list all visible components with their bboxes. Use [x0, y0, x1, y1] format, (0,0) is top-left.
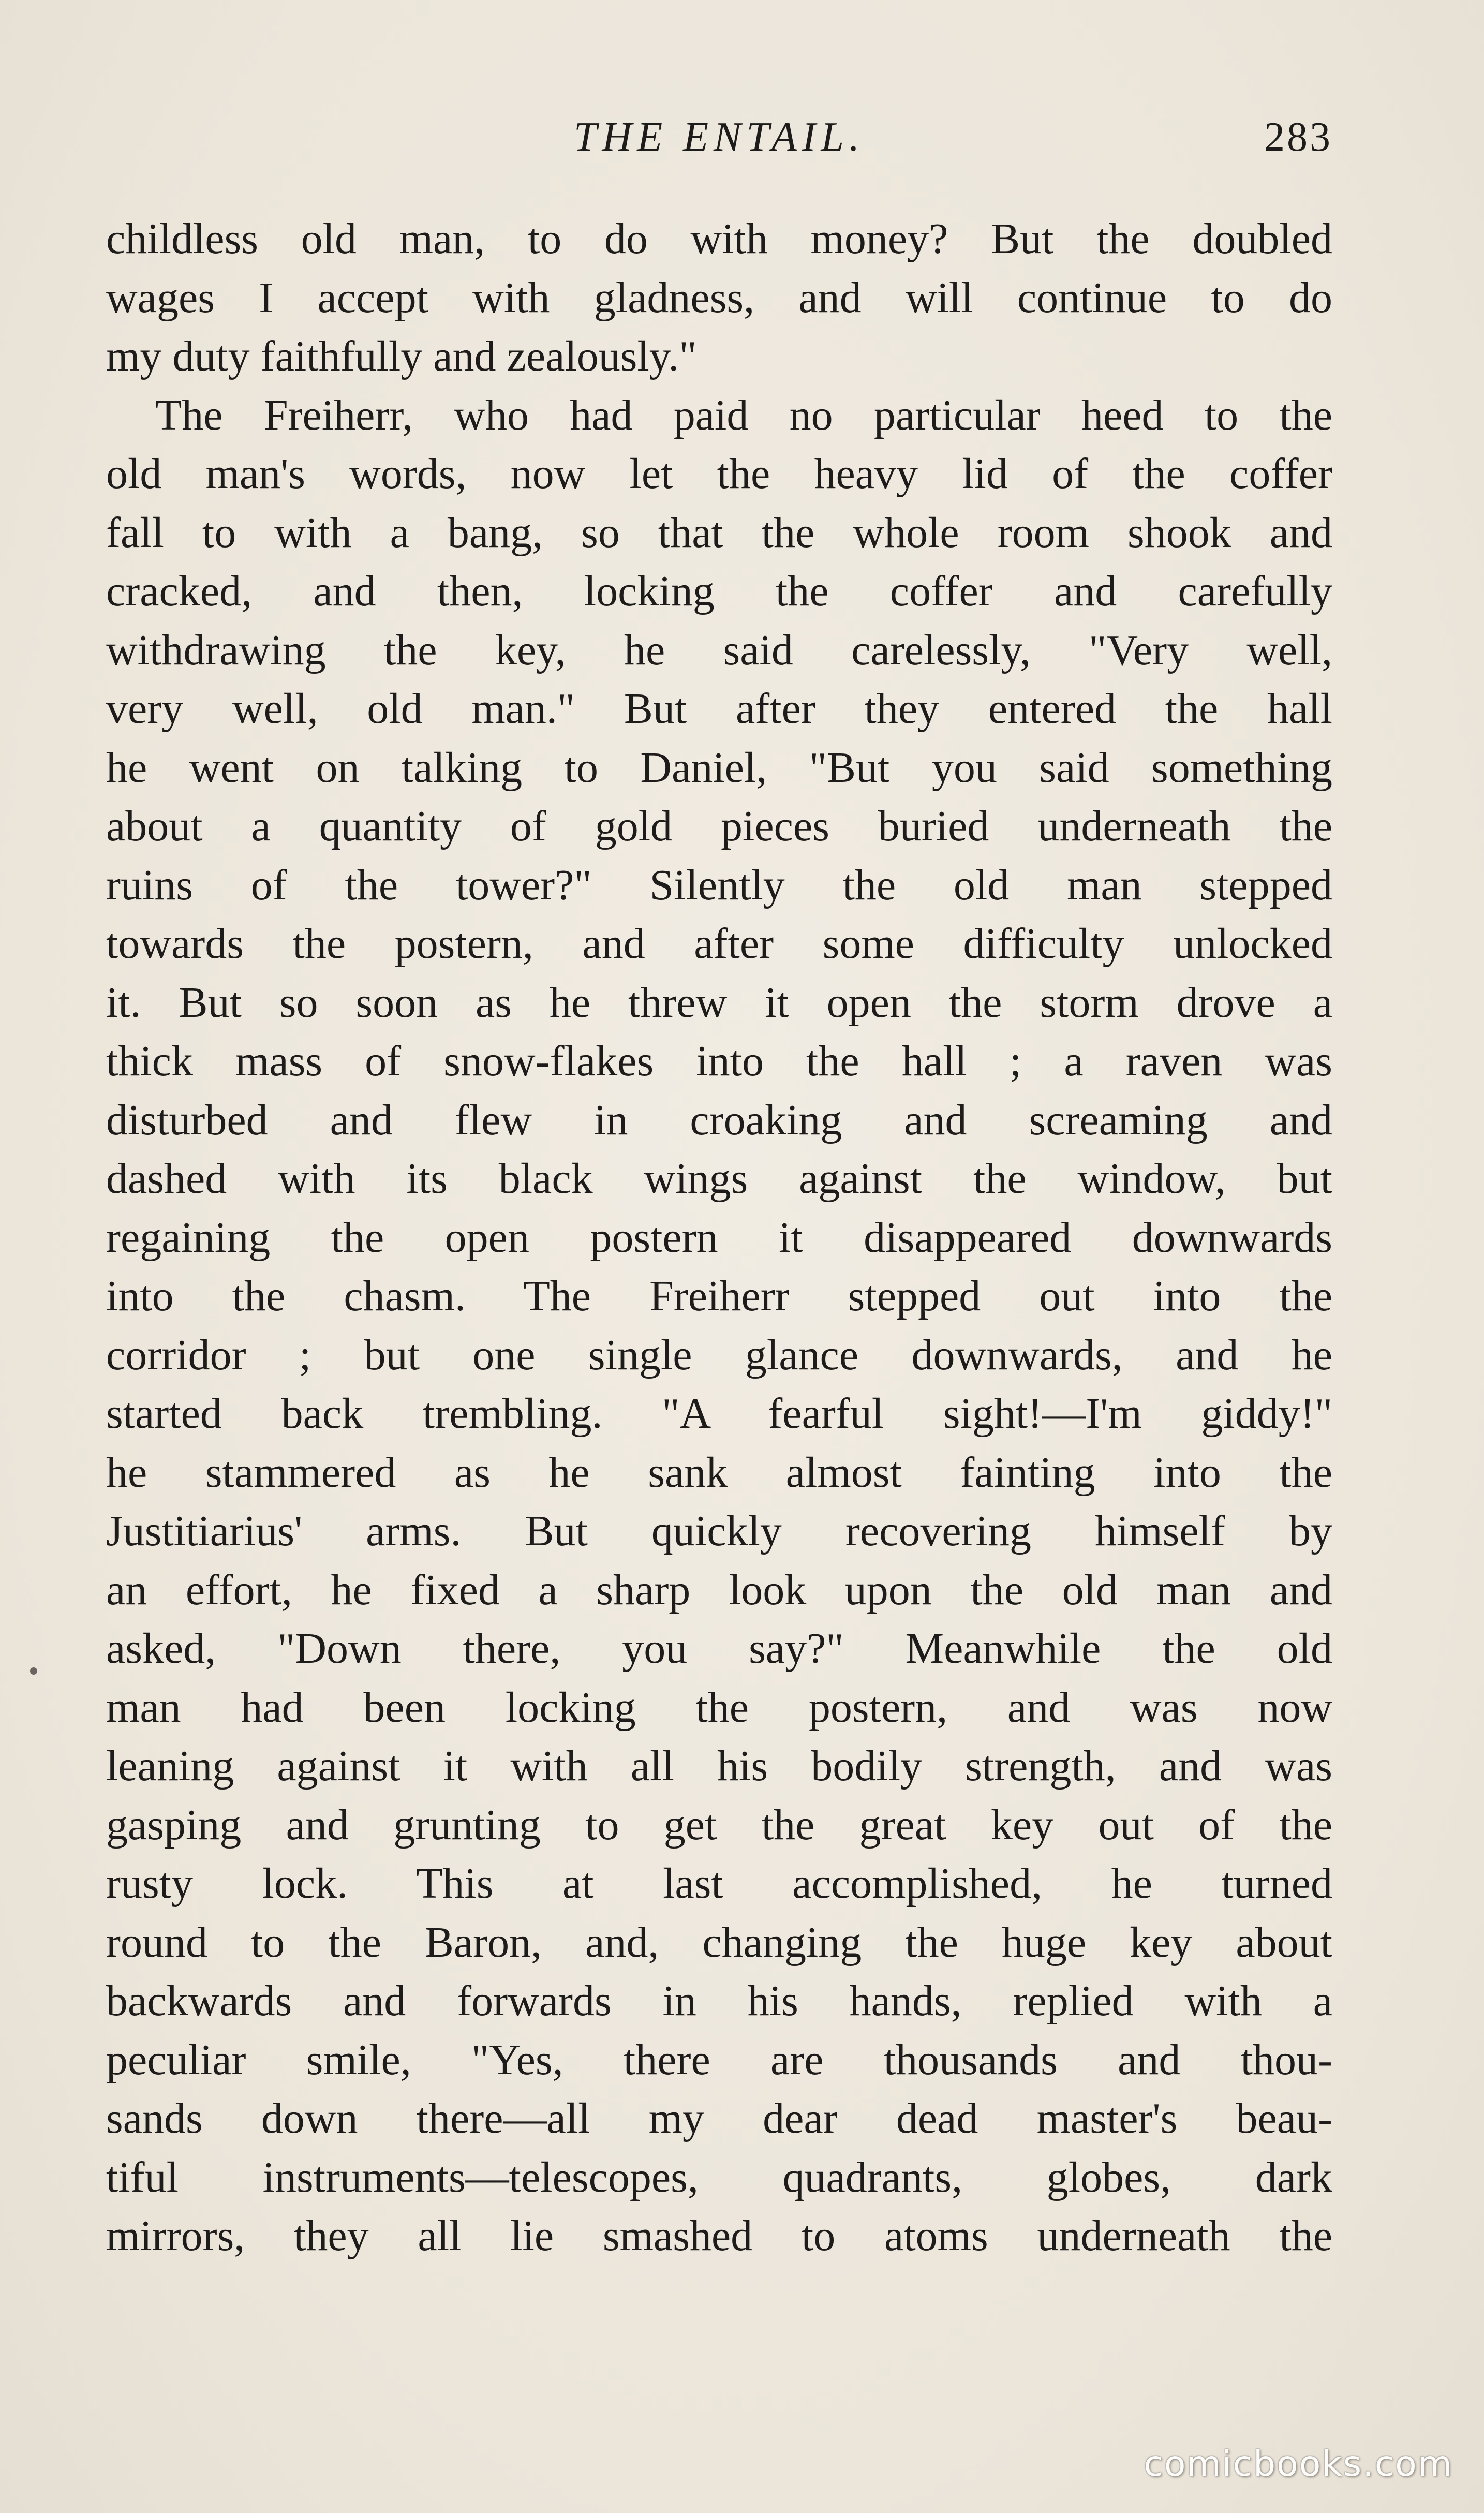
text-line: mirrors, they all lie smashed to atoms underneath the	[106, 2212, 1332, 2260]
text-line: man had been locking the postern, and was now	[106, 1683, 1332, 1732]
watermark: comicbooks.com	[1144, 2444, 1453, 2485]
text-line: old man's words, now let the heavy lid of the coffer	[106, 450, 1332, 498]
body-text	[106, 210, 1332, 2266]
text-line: childless old man, to do with money? But the doubled	[106, 215, 1332, 263]
text-line: very well, old man." But after they entered the hall	[106, 685, 1332, 733]
text-line: he went on talking to Daniel, "But you said something	[106, 743, 1332, 792]
text-line: started back trembling. "A fearful sight!—I'm giddy!"	[106, 1389, 1332, 1438]
text-line: The Freiherr, who had paid no particular heed to the	[155, 391, 1332, 439]
text-line: into the chasm. The Freiherr stepped out into the	[106, 1272, 1332, 1320]
page-number: 283	[1264, 114, 1332, 160]
text-line: tiful instruments—telescopes, quadrants, globes, dark	[106, 2153, 1332, 2201]
text-line: gasping and grunting to get the great key out of the	[106, 1800, 1332, 1849]
text-line: sands down there—all my dear dead master's beau-	[106, 2094, 1332, 2142]
text-line: fall to with a bang, so that the whole room shook and	[106, 508, 1332, 557]
text-line: Justitiarius' arms. But quickly recovering himself by	[106, 1507, 1332, 1555]
text-line: an effort, he fixed a sharp look upon the old man and	[106, 1565, 1332, 1614]
text-line: corridor ; but one single glance downwards, and he	[106, 1331, 1332, 1379]
text-line: rusty lock. This at last accomplished, he turned	[106, 1859, 1332, 1908]
text-line: backwards and forwards in his hands, replied with a	[106, 1977, 1332, 2025]
text-line: my duty faithfully and zealously."	[106, 332, 697, 380]
text-line: cracked, and then, locking the coffer and carefully	[106, 567, 1332, 615]
text-line: asked, "Down there, you say?" Meanwhile the old	[106, 1624, 1332, 1673]
text-line: he stammered as he sank almost fainting into the	[106, 1448, 1332, 1497]
ink-speck	[30, 1667, 37, 1675]
text-line: ruins of the tower?" Silently the old man stepped	[106, 861, 1332, 909]
text-line: peculiar smile, "Yes, there are thousands and thou-	[106, 2035, 1332, 2084]
text-line: about a quantity of gold pieces buried underneath the	[106, 802, 1332, 850]
running-title: THE ENTAIL.	[574, 114, 865, 160]
page-header	[106, 114, 1332, 171]
text-line: regaining the open postern it disappeared downwards	[106, 1213, 1332, 1262]
text-line: disturbed and flew in croaking and screaming and	[106, 1096, 1332, 1144]
text-line: dashed with its black wings against the window, but	[106, 1155, 1332, 1203]
text-line: it. But so soon as he threw it open the storm drove a	[106, 978, 1332, 1027]
text-line: withdrawing the key, he said carelessly, "Very well,	[106, 626, 1332, 674]
text-line: wages I accept with gladness, and will continue to do	[106, 273, 1332, 322]
text-line: thick mass of snow-flakes into the hall ; a raven was	[106, 1037, 1332, 1085]
text-line: towards the postern, and after some difficulty unlocked	[106, 920, 1332, 968]
text-line: round to the Baron, and, changing the huge key about	[106, 1918, 1332, 1967]
text-line: leaning against it with all his bodily strength, and was	[106, 1742, 1332, 1790]
